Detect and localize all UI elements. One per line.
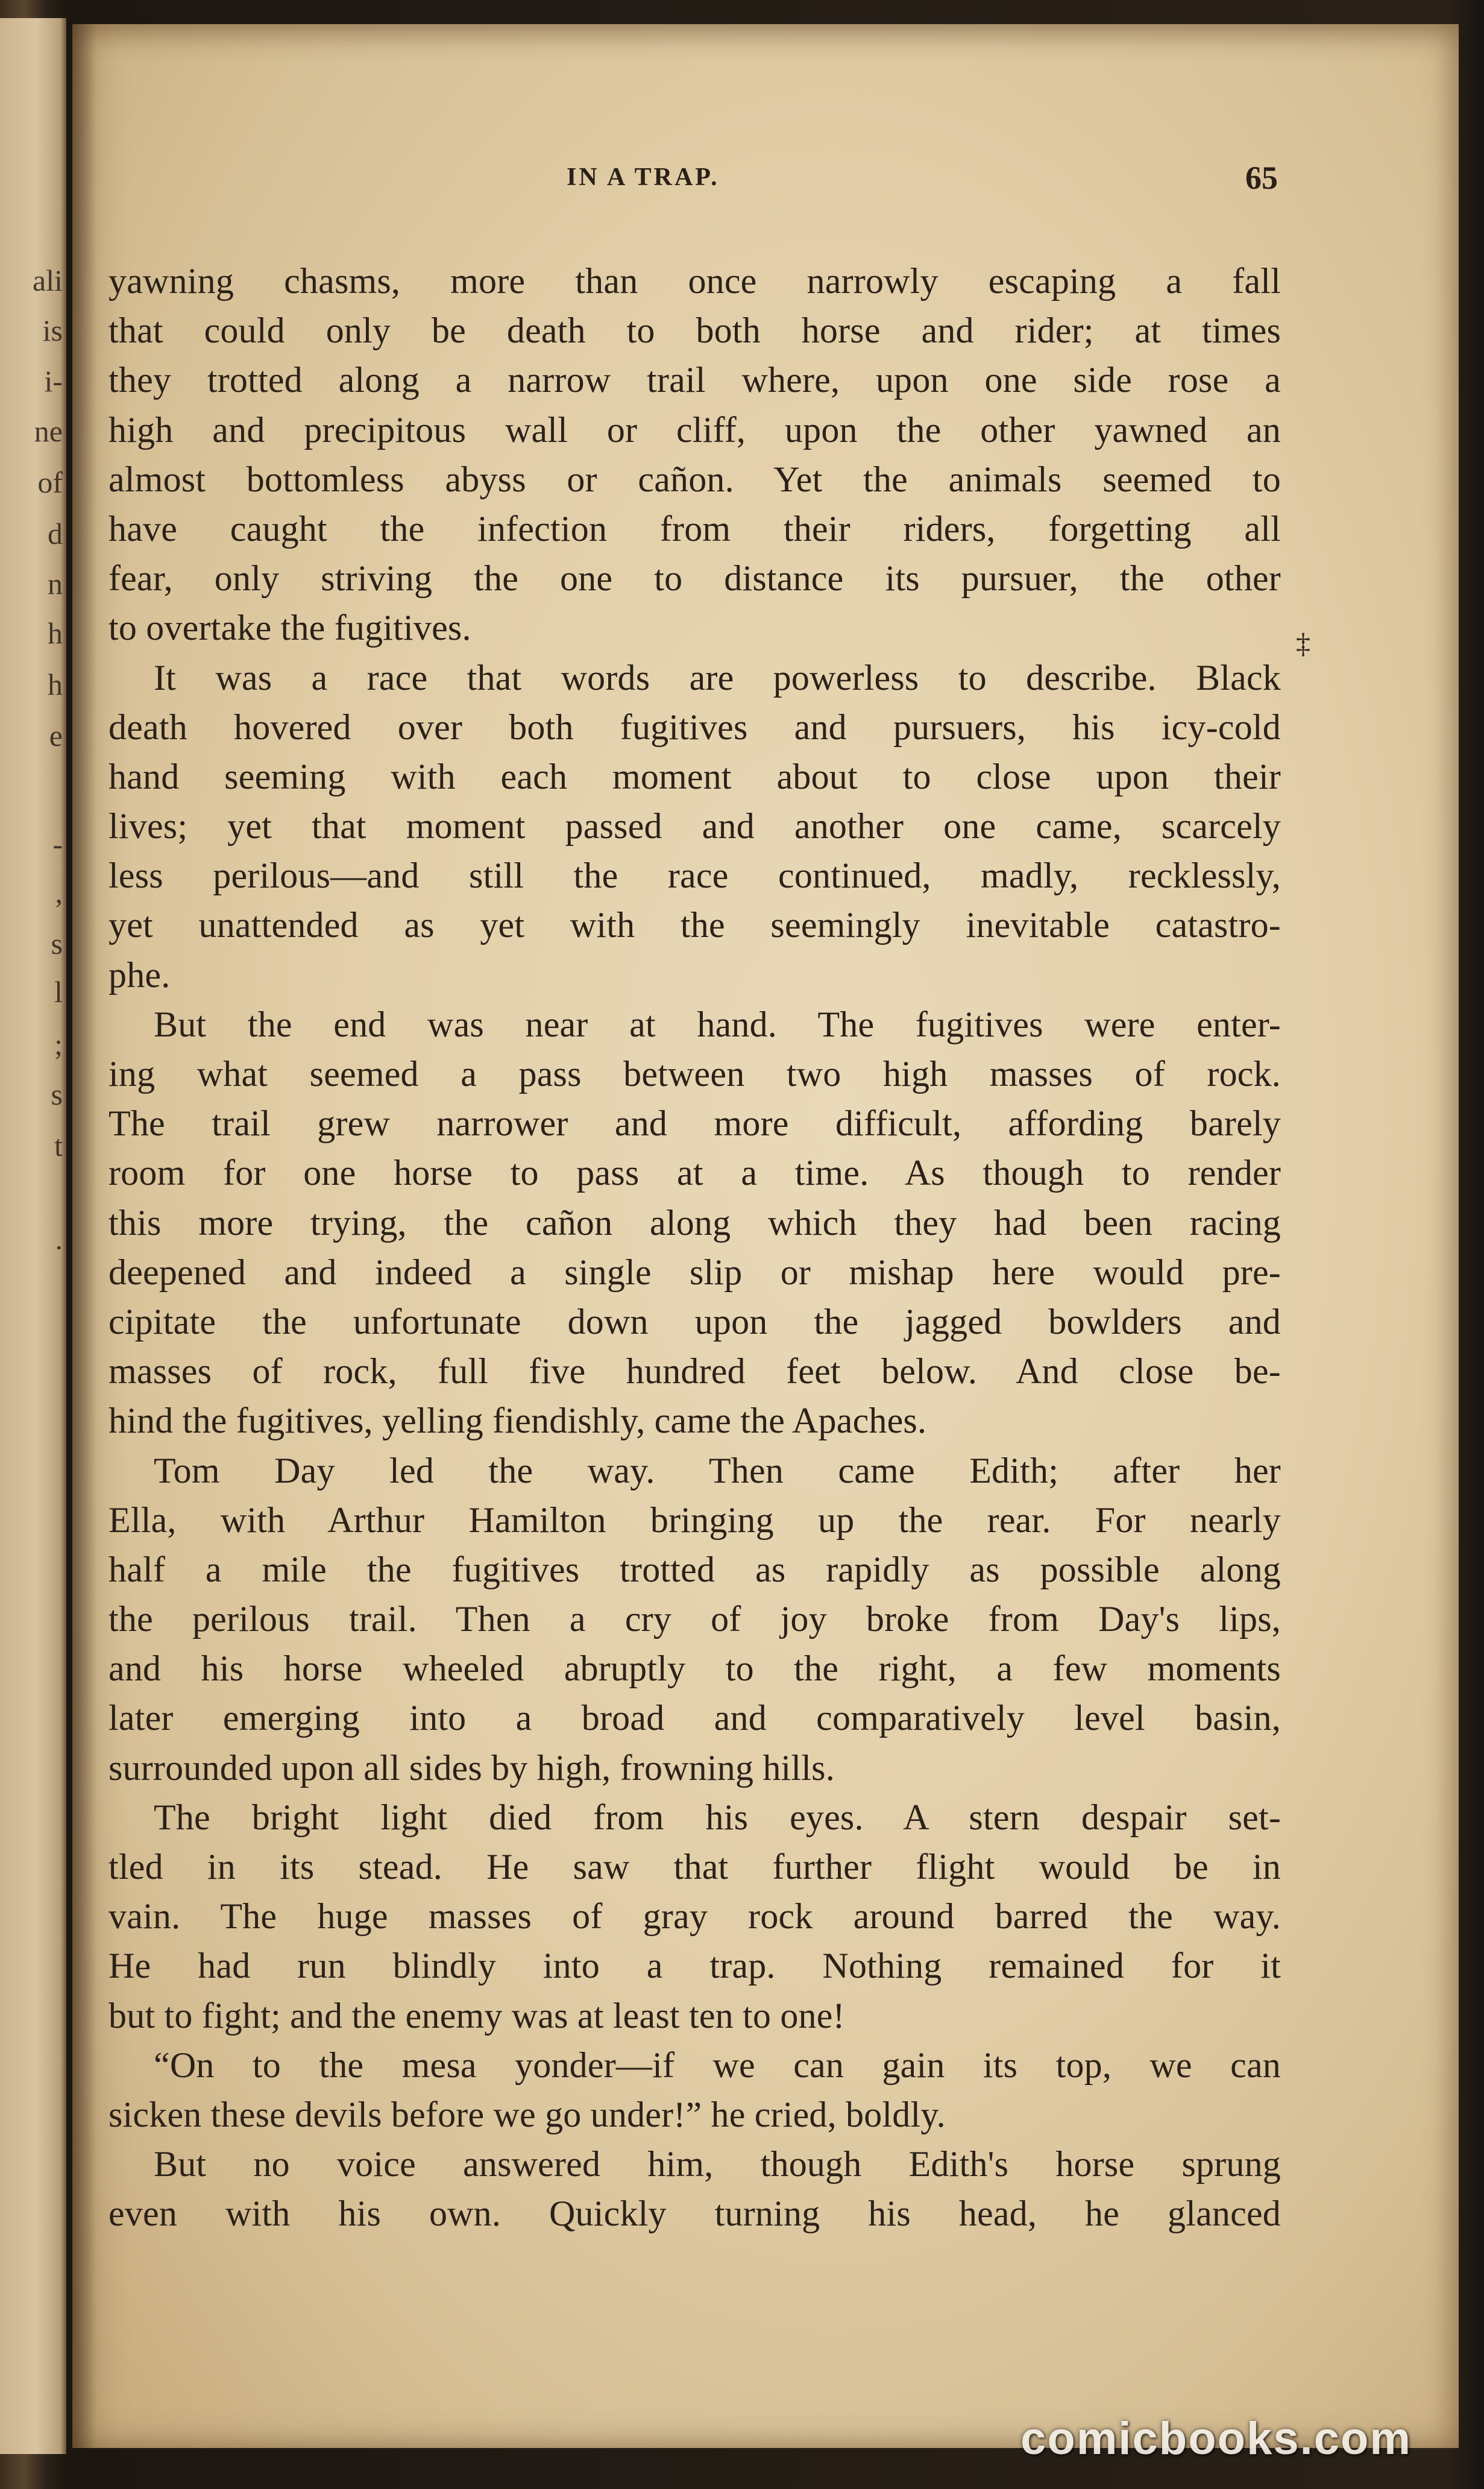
text-line: have caught the infection from their riders, forgetting all xyxy=(108,508,1281,549)
text-line: He had run blindly into a trap. Nothing remained for it xyxy=(108,1946,1281,1986)
text-line: half a mile the fugitives trotted as rapidly as possible along xyxy=(108,1549,1281,1589)
prev-fragment: of xyxy=(37,465,63,499)
text-line: But no voice answered him, though Edith's horse sprung xyxy=(154,2144,1281,2185)
text-line: yet unattended as yet with the seemingly inevitable catastro- xyxy=(108,905,1281,945)
text-line: even with his own. Quickly turning his head, he glanced xyxy=(108,2194,1281,2234)
text-line: hand seeming with each moment about to close upon their xyxy=(108,756,1281,797)
prev-fragment: ali xyxy=(33,263,63,297)
prev-fragment: is xyxy=(42,314,63,347)
text-line: but to fight; and the enemy was at least ten to one! xyxy=(108,1995,845,2036)
prev-fragment: , xyxy=(55,875,63,909)
text-line: death hovered over both fugitives and pursuers, his icy-cold xyxy=(108,707,1281,747)
text-line: and his horse wheeled abruptly to the right, a few moments xyxy=(108,1648,1281,1689)
text-line: that could only be death to both horse and rider; at times xyxy=(108,311,1281,351)
text-line: phe. xyxy=(108,954,171,995)
text-line: room for one horse to pass at a time. As though to render xyxy=(108,1153,1281,1193)
prev-fragment: t xyxy=(54,1129,63,1162)
watermark: comicbooks.com xyxy=(1020,2413,1412,2464)
text-line: lives; yet that moment passed and another one came, scarcely xyxy=(108,806,1281,847)
text-line: masses of rock, full five hundred feet below. And close be- xyxy=(108,1351,1281,1392)
text-line: “On to the mesa yonder—if we can gain its top, we can xyxy=(154,2045,1281,2085)
text-line: hind the fugitives, yelling fiendishly, came the Apaches. xyxy=(108,1401,927,1441)
text-line: to overtake the fugitives. xyxy=(108,608,471,648)
previous-page-edge xyxy=(0,18,66,2454)
prev-fragment: - xyxy=(52,827,63,861)
text-line: tled in its stead. He saw that further flight would be in xyxy=(108,1847,1281,1887)
prev-fragment: ; xyxy=(54,1027,63,1061)
text-line: the perilous trail. Then a cry of joy broke from Day's lips, xyxy=(108,1599,1281,1639)
text-line: high and precipitous wall or cliff, upon the other yawned an xyxy=(108,409,1281,450)
text-line: deepened and indeed a single slip or mishap here would pre- xyxy=(108,1252,1281,1292)
text-line: later emerging into a broad and comparatively level basin, xyxy=(108,1698,1281,1738)
marginal-mark: ‡ xyxy=(1296,628,1310,660)
text-line: less perilous—and still the race continued, madly, recklessly, xyxy=(108,856,1281,896)
page-number: 65 xyxy=(1245,160,1278,196)
text-line: surrounded upon all sides by high, frowning hills. xyxy=(108,1747,835,1788)
prev-fragment: l xyxy=(54,975,63,1009)
text-line: But the end was near at hand. The fugitives were enter- xyxy=(154,1004,1281,1044)
text-line: vain. The huge masses of gray rock around barred the way. xyxy=(108,1896,1281,1937)
page-header xyxy=(193,160,1278,205)
text-line: this more trying, the cañon along which they had been racing xyxy=(108,1202,1281,1243)
body-text xyxy=(108,256,1281,2239)
prev-fragment: e xyxy=(49,719,63,752)
text-line: sicken these devils before we go under!” he cried, boldly. xyxy=(108,2094,946,2134)
page-gutter-shadow xyxy=(72,24,96,2448)
prev-fragment: h xyxy=(48,616,63,650)
text-line: Ella, with Arthur Hamilton bringing up the rear. For nearly xyxy=(108,1500,1281,1540)
text-line: fear, only striving the one to distance its pursuer, the other xyxy=(108,558,1281,599)
text-line: ing what seemed a pass between two high masses of rock. xyxy=(108,1054,1281,1094)
text-line: The bright light died from his eyes. A stern despair set- xyxy=(154,1797,1281,1837)
prev-fragment: s xyxy=(51,1077,63,1111)
prev-fragment: h xyxy=(48,667,63,701)
prev-fragment: . xyxy=(55,1222,63,1256)
text-line: yawning chasms, more than once narrowly escaping a fall xyxy=(108,261,1281,301)
text-line: Tom Day led the way. Then came Edith; after her xyxy=(154,1450,1281,1491)
text-line: It was a race that words are powerless to describe. Black xyxy=(154,657,1281,698)
prev-fragment: i- xyxy=(44,364,63,398)
prev-fragment: d xyxy=(48,517,63,550)
running-head: IN A TRAP. xyxy=(567,163,720,191)
prev-fragment: n xyxy=(48,567,63,601)
prev-fragment: s xyxy=(51,927,63,961)
text-line: cipitate the unfortunate down upon the jagged bowlders and xyxy=(108,1301,1281,1342)
text-line: they trotted along a narrow trail where, upon one side rose a xyxy=(108,360,1281,400)
text-line: almost bottomless abyss or cañon. Yet the animals seemed to xyxy=(108,459,1281,499)
text-line: The trail grew narrower and more difficult, affording barely xyxy=(108,1103,1281,1144)
prev-fragment: ne xyxy=(34,414,63,448)
